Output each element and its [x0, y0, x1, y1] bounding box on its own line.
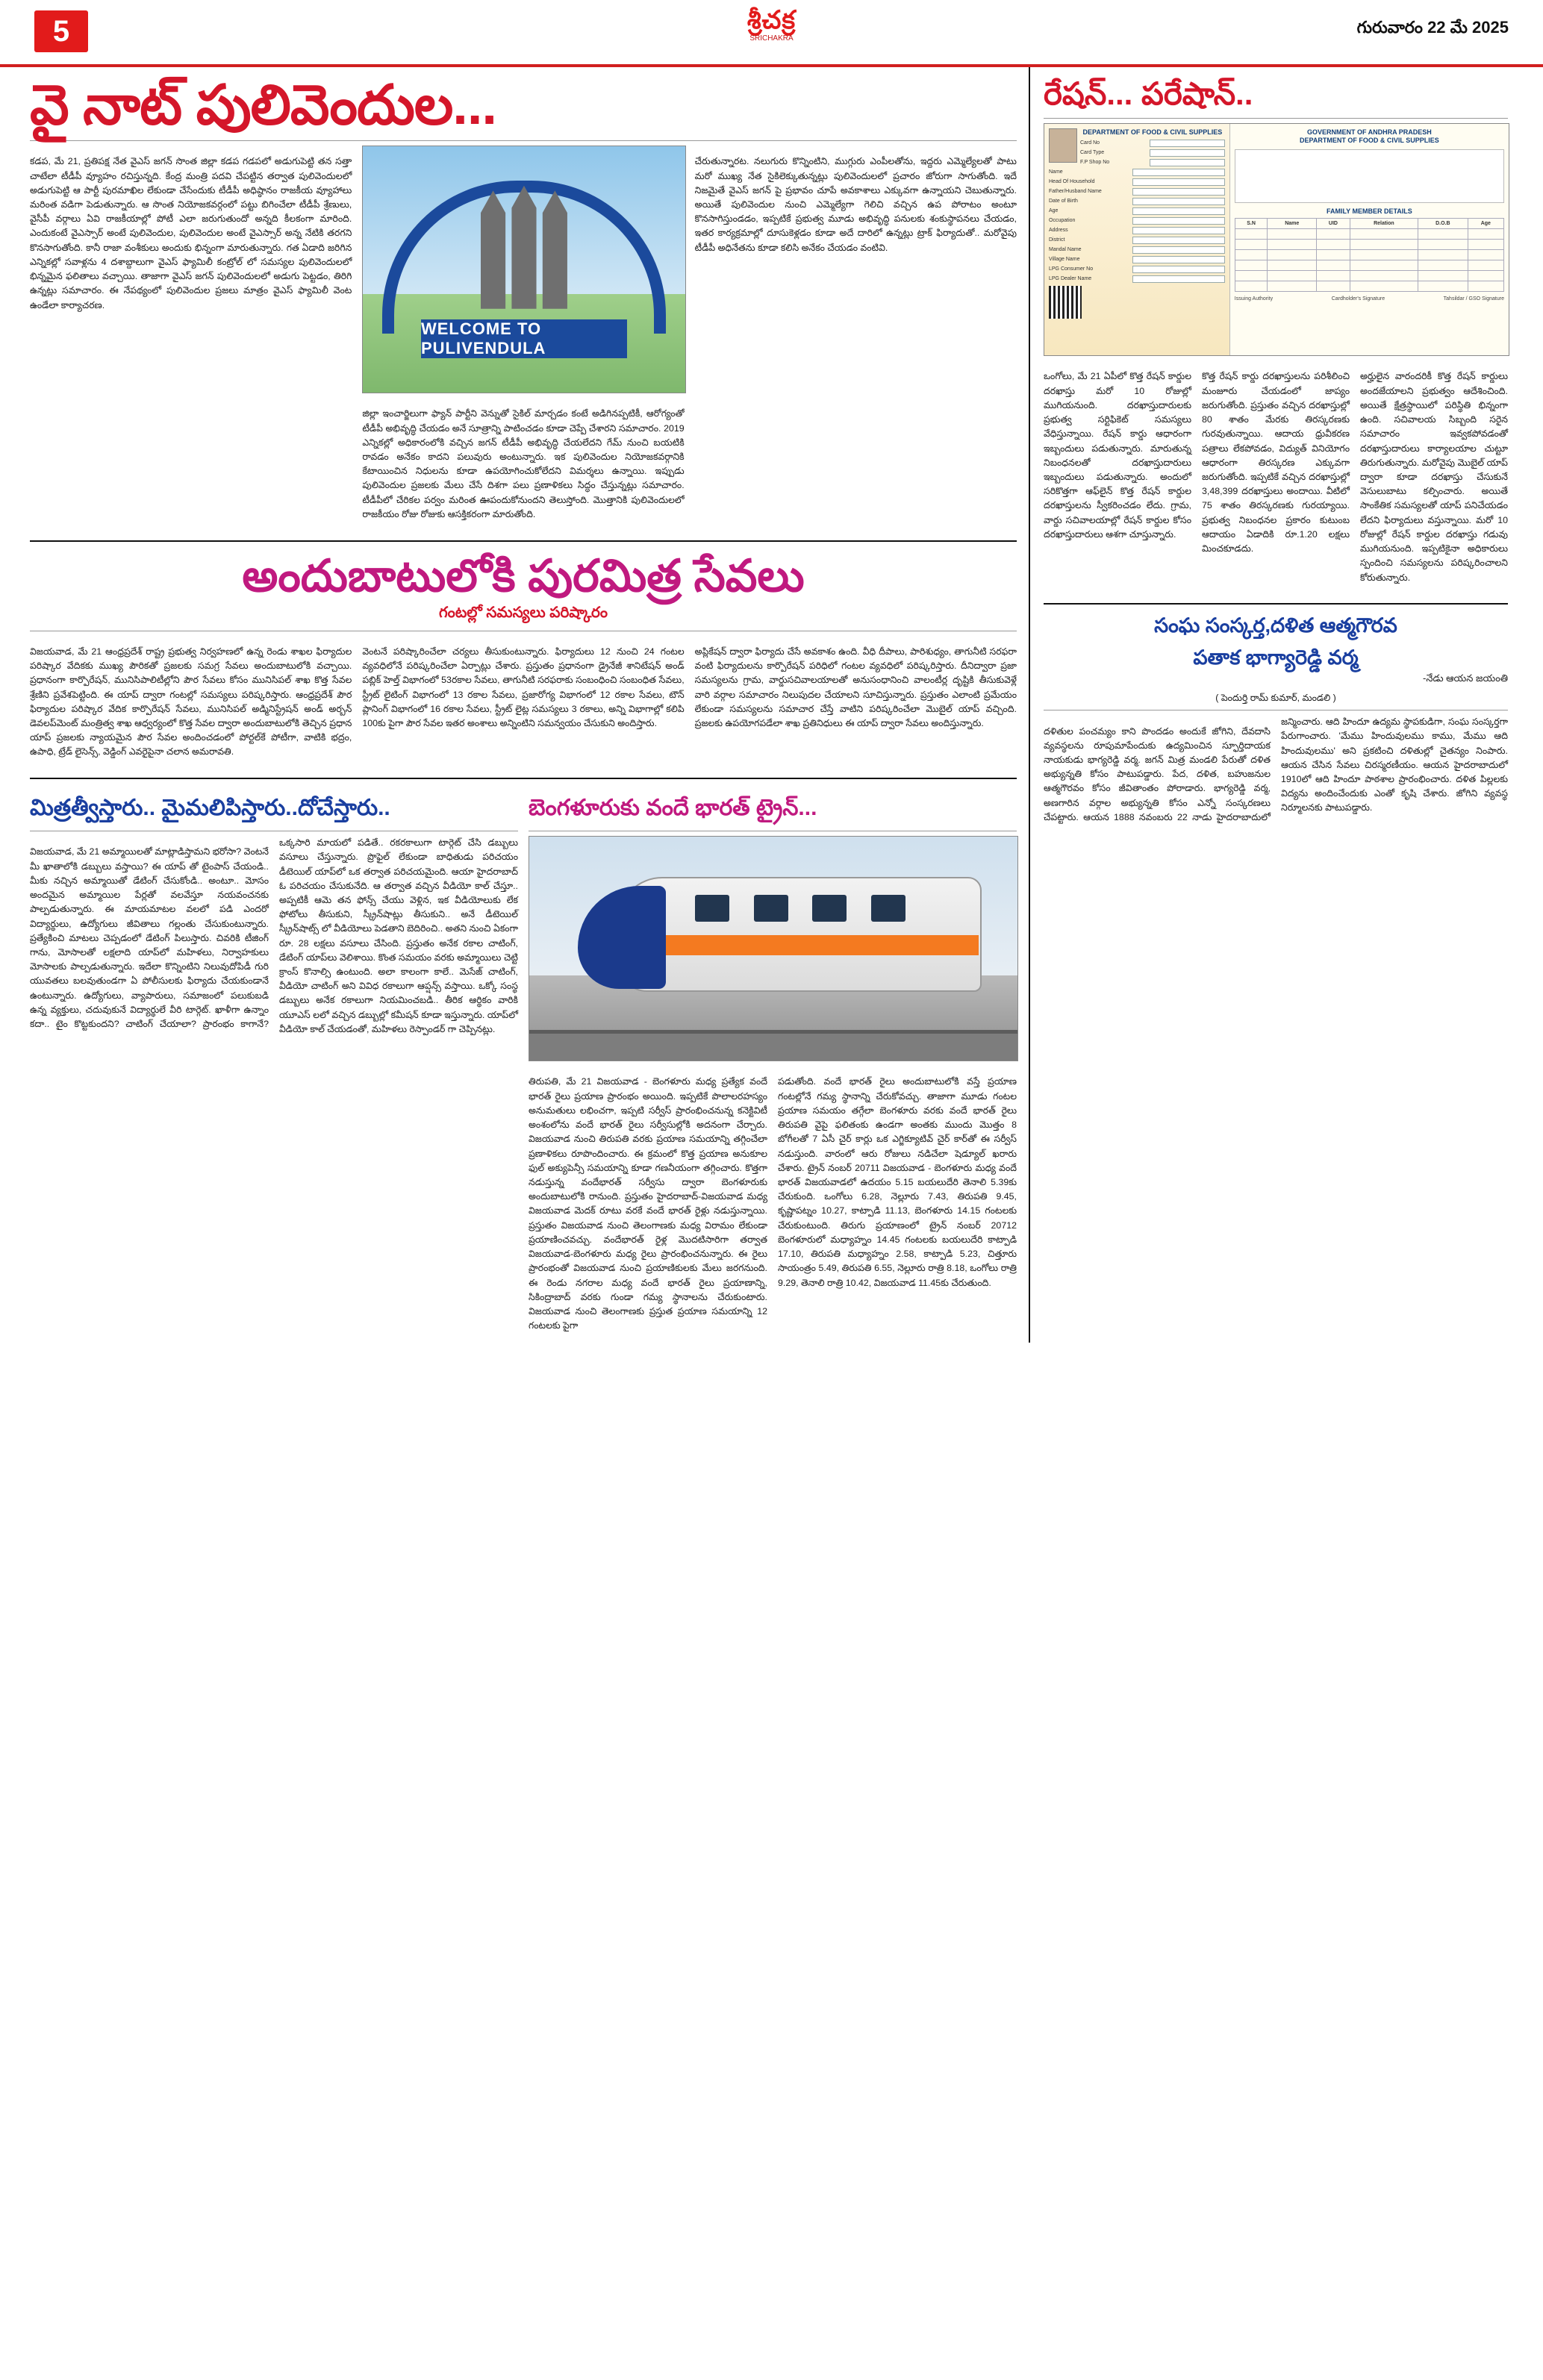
ration-field-box: [1132, 237, 1224, 244]
ration-field-label: Occupation: [1049, 218, 1076, 224]
story2-col-1-text: విజయవాడ, మే 21 ఆంధ్రప్రదేశ్ రాష్ట్ర ప్రభుత్వ నిర్వహణలో ఉన్న రెండు శాఖల ఫిర్యాదుల పరిష్కార వేదికకు ముఖ్య పౌరికతో ప్రజలకు సమగ్ర సేవలు అందుబాటులోకి వచ్చాయి. ప్రధానంగా కార్పొరేషన్, మునిసిపాలిటీల్లోని పౌర సేవలు కోసం మునిసిపల్ శాఖ కొత్త సేవల శ్రేణిని ప్రవేశపెట్టింది. ఈ యాప్ ద్వారా గంటల్లో సమస్యలు పరిష్కరిస్తారు. ఆంధ్రప్రదేశ్ పౌర ఫిర్యాదుల పరిష్కార వేదిక కార్పొరేషన్ సేవలు, మునిసిపల్ అడ్మినిస్ట్రేషన్ అండ్ అర్బన్ డెవలప్‌మెంట్ మంత్రిత్వ శాఖ ఆధ్వర్యంలో కొత్త సేవల ద్వారా అందుబాటులోకి తెచ్చిన ప్రధాన యాప్ ప్రజలకు న్యాయమైన పౌర సేవల అందించడంలో పోర్టల్‌కే పోటీగా, వాటికి భద్రం, ఉపాధి, ట్రేడ్ లైసెన్స్, వెడ్డింగ్ ఎవరైపైనా చలాన అమరావతి.: [30, 646, 352, 758]
varma-headline-line2: పతాక భాగ్యారెడ్డి వర్మ: [1193, 646, 1359, 669]
story3-headline: మిత్రత్వీస్తారు.. మైమలిపిస్తారు..దోచేస్తారు..: [30, 796, 390, 821]
col-uid: UID: [1317, 219, 1350, 229]
publication-logo: [747, 7, 796, 43]
table-header-row: [1235, 219, 1503, 229]
table-row: [1235, 229, 1503, 240]
ration-field-row: [1049, 188, 1225, 196]
ration-field-row: [1080, 159, 1225, 166]
ration-card-right-panel: [1230, 124, 1509, 355]
sign-issuing-authority: Issuing Authority: [1234, 296, 1274, 302]
welcome-sign-text: WELCOME TO PULIVENDULA: [421, 319, 627, 358]
ration-col-1-text: ఒంగోలు, మే 21 ఏపీలో కొత్త రేషన్ కార్డుల దరఖాస్తు మరో 10 రోజుల్లో ముగియనుంది. దరఖాస్తుదారులకు ప్రభుత్వ సర్టిఫికెట్ సమస్యలు వేధిస్తున్నాయి. రేషన్ కార్డు ఆధారంగా ఇబ్బందులు పడుతున్నారు. మారుతున్న నిబంధనలతో దరఖాస్తుదారులు ఇబ్బందులు పడుతున్నారు. అందులో సరికొత్తగా ఆఫ్‌లైన్ కొత్త రేషన్ కార్డుల దరఖాస్తులను స్వీకరించడం లేదు. గ్రామ, వార్డు సచివాలయాల్లో రేషన్ కార్డుల కోసం దరఖాస్తుదారులు ఆశగా చూస్తున్నారు.: [1044, 371, 1191, 540]
platform-shape: [529, 1034, 1017, 1061]
sign-tahsildar: Tahsildar / GSO Signature: [1443, 296, 1504, 302]
ration-card-dept-title: DEPARTMENT OF FOOD & CIVIL SUPPLIES: [1082, 128, 1223, 137]
ration-field-row: [1049, 266, 1225, 273]
page-number: 5: [34, 10, 88, 52]
ration-field-row: [1049, 207, 1225, 215]
ration-field-label: LPG Consumer No: [1049, 266, 1094, 272]
train-window-3: [812, 895, 847, 922]
story4-block: [529, 788, 1017, 1343]
ration-field-box: [1132, 256, 1224, 263]
ration-story-columns: [1044, 356, 1508, 594]
cardholder-photo: [1049, 128, 1077, 163]
col-sn: S.N: [1235, 219, 1268, 229]
table-row: [1235, 260, 1503, 271]
story2-col-2: [362, 636, 684, 769]
ration-field-label: Date of Birth: [1049, 199, 1078, 204]
logo-title: శ్రీచక్ర: [746, 6, 797, 34]
story4-col-1: [529, 1066, 767, 1343]
story2-col-3: [695, 636, 1017, 769]
story2-col-1: [30, 636, 352, 769]
lead-col-1: [30, 146, 352, 531]
sign-cardholder: Cardholder's Signature: [1331, 296, 1385, 302]
ration-field-box: [1132, 266, 1224, 273]
story4-col-1-text: తిరుపతి, మే 21 విజయవాడ - బెంగళూరు మధ్య ప్రత్యేక వందే భారత్ రైలు ప్రయాణ ప్రారంభం అయింది. ఇప్పటికే పొలాలరహస్యం అనుమతులు లభించగా, ఇప్పటి సర్వీస్ ప్రారంభించనున్న కనెక్టివిటీ అంశంలోను వందే భారత్ రైలు సర్వీసుల్లోకి అదనంగా చేర్చారు. విజయవాడ నుంచి తిరుపతి వరకు ప్రయాణ సమయాన్ని తగ్గించేలా ప్రణాళికలు రూపొందించారు. ఈ క్రమంలో కొత్త ప్రయాణ అనుకూల ఫుల్ అక్యుపెన్సీ సమయాన్ని కూడా గణనీయంగా తగ్గించారు. కొత్తగా నడుస్తున్న వందేభారత్ సర్వీసు ద్వారా బెంగళూరుకు అందుబాటులోకి రానుంది. ప్రస్తుతం హైదరాబాద్-విజయవాడ మధ్య విజయవాడ మెదక్ రూటు వరకే వందే భారత్ రైళ్లు నడుస్తున్నాయి. ప్రస్తుతం విజయవాడ నుంచి తెలంగాణకు మధ్య విరామం లేకుండా ప్రయాణించవచ్చు. వందేభారత్ రైళ్ల మొదటిసారిగా తర్వాత విజయవాడ-బెంగళూరు మధ్య రైలు ప్రారంభించనున్నారు. ఈ రైలు ప్రారంభంతో విజయవాడ నుంచి ప్రయాణికులకు మేలు జరగనుంది. ఈ రెండు నగరాల మధ్య వందే భారత్ రైలు ప్రయాణాన్ని, సికింద్రాబాద్ వరకు గుండా గమ్య స్థానాలను చేరుకుంటారు. విజయవాడ నుంచి తెలంగాణకు ప్రస్తుత ప్రయాణ సమయాన్ని 12 గంటలకు పైగా: [529, 1076, 767, 1331]
ration-field-box: [1132, 188, 1224, 196]
ration-field-box: [1132, 198, 1224, 205]
story3-block: [30, 788, 518, 1343]
ration-field-row: [1049, 275, 1225, 283]
story2-subhead: గంటల్లో సమస్యలు పరిష్కారం: [439, 604, 608, 621]
left-zone: [30, 67, 1030, 1343]
ration-field-label: Name: [1049, 169, 1063, 175]
story4-headline: బెంగళూరుకు వందే భారత్ ట్రైన్...: [529, 796, 817, 821]
ration-card-blank-area: [1235, 149, 1504, 203]
ration-col-3-text: అర్హులైన వారందరికీ కొత్త రేషన్ కార్డులు అందజేయాలని ప్రభుత్వం ఆదేశించింది. అయితే క్షేత్రస్థాయిలో పరిస్థితి భిన్నంగా ఉంది. సచివాలయ సిబ్బంది సరైన సమాచారం ఇవ్వకపోవడంతో దరఖాస్తుదారులు కార్యాలయాల చుట్టూ తిరుగుతున్నారు. మరోవైపు మొబైల్ యాప్ ద్వారా కూడా దరఖాస్తు చేసుకునే వెసులుబాటు కల్పించారు. అయితే సాంకేతిక సమస్యలతో యాప్ పనిచేయడం లేదని ఫిర్యాదులు వస్తున్నాయి. మరో 10 రోజుల్లో రేషన్ కార్డుల దరఖాస్తు గడువు ముగియనుంది. ఇప్పటికైనా అధికారులు స్పందించి సమస్యలను పరిష్కరించాలని కోరుతున్నారు.: [1360, 371, 1508, 583]
ration-col-2: [1202, 360, 1350, 594]
ration-field-label: Card No: [1080, 140, 1100, 146]
col-name: Name: [1268, 219, 1317, 229]
train-nose-shape: [578, 886, 666, 989]
train-window-2: [754, 895, 788, 922]
ration-col-2-text: కొత్త రేషన్ కార్డు దరఖాస్తులను పరిశీలించి మంజూరు చేయడంలో జాప్యం జరుగుతోంది. ప్రస్తుతం వచ్చిన దరఖాస్తుల్లో 80 శాతం మేరకు తిరస్కరణకు గురవుతున్నాయి. ఆదాయ ధ్రువీకరణ పత్రాలు లేకపోవడం, విద్యుత్ వినియోగం ఆధారంగా తిరస్కరణ ఎక్కువగా జరుగుతోంది. ఇప్పటికే వచ్చిన దరఖాస్తుల్లో 3,48,399 దరఖాస్తులు అందాయి. వీటిలో 75 శాతం తిరస్కరణకు గురయ్యాయి. ప్రభుత్వ నిబంధనల ప్రకారం కుటుంబ ఆదాయం ఏడాదికి రూ.1.20 లక్షలు మించకూడదు.: [1202, 371, 1350, 555]
col-relation: Relation: [1350, 219, 1418, 229]
ration-field-label: District: [1049, 237, 1065, 243]
ration-field-label: Head Of Household: [1049, 179, 1095, 185]
train-stripe-shape: [617, 935, 979, 955]
ration-field-row: [1049, 256, 1225, 263]
varma-text: దళితుల పంచమ్యం కాని పొందడం అందుకే జోగిని, దేవదాసి వ్యవస్థలను రూపుమాపేందుకు ఉద్యమించిన స్ఫూర్తిదాయక నాయకుడు భాగ్యరెడ్డి వర్మ. జగన్ మిత్ర మండలి పేరుతో దళిత అభ్యున్నతి కోసం పాటుపడ్డారు. పేద, దళిత, బహుజనుల ఆత్మగౌరవం కోసం జీవితాంతం పోరాడారు. భాగ్యరెడ్డి వర్మ, అణగారిన వర్గాల అభ్యున్నతి కోసం ఎన్నో సంస్కరణలు చేపట్టారు. ఆయన 1888 నవంబరు 22 నాడు హైదరాబాదులో జన్మించారు. ఆది హిందూ ఉద్యమ స్థాపకుడిగా, సంఘ సంస్కర్తగా పేరుగాంచారు. 'మేము హిందువులము కాము, మేము ఆది హిందువులము' అని ప్రకటించి దళితుల్లో చైతన్యం నింపారు. ఆయన చేసిన సేవలు చిరస్మరణీయం. ఆయన హైదరాబాదులో 1910లో ఆది హిందూ పాఠశాల ప్రారంభించారు. దళిత పిల్లలకు విద్యను అందించేందుకు ఎంతో కృషి చేశారు. జోగిని వ్యవస్థ నిర్మూలనకు పాటుపడ్డారు.: [1044, 716, 1508, 822]
page-content: [0, 67, 1543, 1343]
masthead: [0, 0, 1543, 67]
col-dob: D.O.B: [1418, 219, 1468, 229]
ration-headline: రేషన్... పరేషాన్..: [1044, 76, 1253, 111]
table-row: [1235, 240, 1503, 250]
train-window-4: [871, 895, 905, 922]
col-age: Age: [1468, 219, 1503, 229]
ration-field-row: [1049, 246, 1225, 254]
lead-headline: వై నాట్ పులివెందుల...: [30, 74, 496, 136]
train-window-1: [695, 895, 729, 922]
lead-col-3-text: జిల్లా ఇంచార్జిలుగా ఫ్యాన్ పార్టీని వెన్నుతో సైకిల్ మార్చడం కంటే అడిగినప్పటికీ, ఆరోగ్యంతో టీడీపీ అభివృద్ధి చేయడం అనే సూత్రాన్ని పాటించడం కూడా చెప్పే చేశారని సమాచారం. 2019 ఎన్నికల్లో అధికారంలోకి వచ్చిన జగన్ టీడీపీ అభివృద్ధి చేయలేదని గేమ్ నుంచి బయటికి రావడం అనేకం కాదని పలువురు అంటున్నారు. ఇక పులివెందుల నియోజకవర్గానికి కేటాయించిన నిధులను కూడా ఉపయోగించుకోలేదని విమర్శలు ఉన్నాయి. ఇప్పుడు పులివెందుల ప్రజలకు మేలు చేసే దిశగా పలు ప్రణాళికలు సిద్ధం చేస్తున్నట్లు సమాచారం. టీడీపీలో చేరికల పర్వం మరింత ఊపందుకోనుందని తెలుస్తోంది. మొత్తానికి పులివెందులలో రాజకీయం రోజు రోజుకు ఆసక్తికరంగా మారుతోంది.: [362, 408, 685, 519]
table-row: [1235, 250, 1503, 260]
ration-field-box: [1132, 275, 1224, 283]
ration-card-dept-title-2: DEPARTMENT OF FOOD & CIVIL SUPPLIES: [1300, 136, 1439, 144]
ration-field-row: [1080, 140, 1225, 147]
lead-col-2-text: చేరుతున్నారట. నలుగురు కొన్నింటిని, ముగ్గురు ఎంపీలతోను, ఇద్దరు ఎమ్మెల్యేలతో పాటు మరో ముఖ్య నేత సైకిలెక్కుతున్నట్లు పులివెందులలో ప్రచారం జోరుగా సాగుతోంది. ఇదే నిజమైతే వైఎస్ జగన్ పై ప్రభావం చూపే అవకాశాలు ఎక్కువగా ఉన్నాయని చెబుతున్నారు. అయితే పులివెందుల నుంచి ఎమ్మెల్యేగా గెలిచి వచ్చిన ఉప పోరాటం అంటూ కొనసాగిస్తుండడం, ఇప్పటికే ప్రభుత్వ మూడు అభివృద్ధి పనులకు శంకుస్థాపనలు చేయడం, ఇతర కార్యక్రమాల్లో దూసుకెళ్లడం కూడా అదే దారిలో ఉన్నట్లు ట్రాక్ ఫిర్యాదుతో.. మరోవైపు టీడీపీ అధినేతను కూడా కలిసి అనేకం చేయడం వంటివి.: [694, 156, 1017, 253]
ration-field-box: [1132, 246, 1224, 254]
varma-headline-line1: సంఘ సంస్కర్త,దళిత ఆత్మగౌరవ: [1154, 614, 1397, 637]
varma-subnote: ( పెందుర్తి రామ్ కుమార్, మండలి ): [1215, 692, 1336, 703]
story2-col-3-text: అప్లికేషన్ ద్వారా ఫిర్యాదు చేసే అవకాశం ఉంది. వీధి దీపాలు, పారిశుధ్యం, తాగునీటి సరఫరా వంటి ఫిర్యాదులను కార్పొరేషన్ పరిధిలో గంటల వ్యవధిలో పరిష్కరిస్తారు. దీనిద్వారా ప్రజా సమస్యలను గ్రామ, వార్డుసచివాలయాలతో అనుసంధానించి వాలంటీర్ల దృష్టికి తీసుకువెళ్లే వారి వర్గాల సమాచారం నిలుపుదల చేయాలని సూచిస్తున్నారు. ప్రస్తుతం ఎలాంటి ప్రమేయం లేకుండా సమస్యలను సమాచార చేస్తే వాటిని పరిష్కరించేలా మొబైల్ యాప్ వచ్చింది. ప్రజలకు ఉపయోగపడేలా శాఖ ప్రతినిధులు ఈ యాప్ ద్వారా సేవలు అందిస్తున్నారు.: [694, 646, 1017, 729]
ration-card-left-panel: [1044, 124, 1230, 355]
ration-field-box: [1150, 140, 1225, 147]
ration-field-label: Address: [1049, 228, 1068, 234]
ration-field-label: Father/Husband Name: [1049, 189, 1102, 195]
lower-stories: [30, 788, 1017, 1343]
ration-field-label: Mandal Name: [1049, 247, 1082, 253]
family-table-title: FAMILY MEMBER DETAILS: [1326, 207, 1412, 215]
ration-field-row: [1049, 237, 1225, 244]
rail-shape: [529, 1030, 1017, 1034]
story4-col-2: [778, 1066, 1017, 1343]
dateline: గురువారం 22 మే 2025: [1356, 18, 1509, 37]
table-row: [1235, 281, 1503, 292]
ration-field-box: [1132, 227, 1224, 234]
vande-bharat-train-photo: [529, 836, 1018, 1061]
table-row: [1235, 271, 1503, 281]
ration-col-3: [1360, 360, 1508, 594]
ration-field-label: Age: [1049, 208, 1059, 214]
ration-field-label: LPG Dealer Name: [1049, 276, 1092, 282]
ration-field-row: [1049, 217, 1225, 225]
story2-columns: [30, 636, 1017, 769]
story3-text: విజయవాడ, మే 21 అమ్మాయిలతో మాట్లాడిస్తామని భరోసా? వెంటనే మీ ఖాతాలోకి డబ్బులు వస్తాయి? ఈ యాప్ తో టైంపాస్ చేయండి.. మీకు నచ్చిన అమ్మాయితో డేటింగ్ చేసుకోండి.. అంటూ.. మోసం అందమైన అమ్మాయిల పేర్లతో వలవేస్తూ నయవంచనకు పాల్పడుతున్నారు. ఈ మాయమాటల వలలో పడి ఎందరో విద్యార్థులు, ఉద్యోగులు జీవితాలు గల్లంతు చేసుకుంటున్నారు. ప్రత్యేకించి మాటలు చెప్పడంలో డేటింగ్ పిలుస్తారు. చివరికి టీజింగ్ గాను, మోసాలతో లక్షలాది యాప్‌లో మహిళలు, నిర్వాహకులు మోసాలకు పాల్పడుతున్నారు. ఇదేలా కొన్నింటిని నిలువుదోపిడీ గురి యువతలు బలవుతుండగా ఏ పోలీసులకు ఫిర్యాదు చేయకుండానే ఉంటున్నారు. ఉద్యోగులు, వ్యాపారులు, సమాజంలో పలుకుబడి ఉన్న వ్యక్తులు, చదువుకునే విద్యార్థులే వీరి టార్గెట్. ఖాళీగా ఉన్నాం కదా.. టైం కొట్టకుందని? చాటింగ్ చేయాలా? ప్రారంభం కాగానే? ఒక్కసారి మాయలో పడితే.. రకరకాలుగా టార్గెట్ చేసి డబ్బులు వసూలు చేస్తున్నారు. ప్రొఫైల్ లేకుండా బాధితుడు పరిచయం డీటెయిల్ యాప్‌లో ఒక తర్వాత పరిచయమైంది. ఆయా హైదరాబాద్ ఓ పరిచయం చేసుకునేది. ఆ తర్వాత వచ్చిన వీడియో కాల్ చేస్తూ.. అప్పటికీ ఆమె తన ఫోన్స్ చేయు వెళ్లిన, ఇక వీడియోలుకు లేక ఫోటోలు తీసుకుని, స్క్రీన్‌షాట్లు తీసుకుని.. అనే డీటెయిల్ స్క్రీన్‌షాట్స్ లో వీడియోలు పెడతాని బెదిరించి.. అతని నుంచి ఏకంగా రూ. 28 లక్షలు వసూలు చేసింది. ప్రస్తుతం అనేక రకాల చాటింగ్, డేటింగ్ యాప్‌లు వెలిశాయి. కొంత సమయం వరకు అమ్మాయిలు చెట్టి క్రాంస్ కొనాల్సి ఉంటుంది. అలా కాలంగా కాలే.. మెసేజ్ చాటింగ్, వీడియో చాటింగ్ అని వివిధ రకాలుగా ఆప్షన్స్ వస్తాయి. ఒక్కో సంస్థ డబ్బులు అనేక రకాలుగా నియమించబడి.. తీరిక ఆర్థికం వారికి యూఎస్ లలో వచ్చిన డబ్బుల్లో కమీషన్ కూడా ఇస్తున్నారు. యాప్‌లో వీడియో కాల్ చేయడంతో, మహిళలు రెస్పాండర్ గా చెప్పినట్లు.: [30, 837, 518, 1034]
ration-field-row: [1080, 149, 1225, 157]
varma-byline: -నేడు ఆయన జయంతి: [1423, 672, 1508, 684]
ration-field-box: [1132, 178, 1224, 186]
main-zone: [30, 67, 1513, 1343]
ration-field-label: F.P Shop No: [1080, 160, 1110, 166]
ration-field-box: [1150, 159, 1225, 166]
logo-subtitle: SRICHAKRA: [749, 34, 794, 43]
family-member-table: [1235, 218, 1504, 292]
ration-field-label: Village Name: [1049, 257, 1080, 263]
lead-col-2: [362, 146, 684, 531]
train-body-shape: [617, 877, 982, 992]
lead-col-1-text: కడప, మే 21, ప్రతిపక్ష నేత వైఎస్ జగన్ సొంత జిల్లా కడప గడపలో అడుగుపెట్టి తన సత్తా చాటేలా టీడీపీ వ్యూహం రచిస్తున్నది. కేంద్ర మంత్రి పదవి చేపట్టిన తర్వాత పులివెందులలో అడుగుపెట్టి ఆ పార్టీ పురమాఖిల లేకుండా చేసేందుకు టీడీపీ అధిష్ఠానం రాజకీయ వ్యూహాలు మరింత వడిగా పెడుతున్నారు. ఆ సొంత నియోజకవర్గంలో పట్టు బిగించేలా టీడీపీ శ్రేణులు, వైసీపీ వర్గాలు ఏవి రాజకీయాల్లో పోటీ ఎలా జరుగుతుందో అన్నది కీలకంగా మారింది. ఎందుకంటే వైఎస్సార్ అంటే పులివెందుల, పులివెందుల అంటే వైఎస్సార్ అన్న నేటికి తరగని కొనసాగుతోంది. కానీ రాజా వంశీకులు అందుకు భిన్నంగా మారుతున్నారు. గత ఏడాది జరిగిన ఎన్నికల్లో సవాళ్లను 4 దశాబ్దాలుగా వైఎస్ ఫ్యామిలీ కంట్రోల్ లో సమస్యల పులివెందులలో భిన్నమైన ఫలితాలు వచ్చాయి. తాజాగా వైఎస్ జగన్ పులివెందులలో అడుగు పెట్టడం, తిరిగి ఉన్నట్లు సమాచారం. ఈ నేపథ్యంలో పులివెందుల ప్రజలు మాత్రం వైఎస్ ఫ్యామిలీ వెంట ఉండేలా కార్యాచరణ.: [30, 156, 352, 310]
lead-col-3: [695, 146, 1017, 531]
ration-field-row: [1049, 227, 1225, 234]
lead-story-columns: [30, 146, 1017, 531]
ration-col-1: [1044, 360, 1191, 594]
ration-field-box: [1132, 217, 1224, 225]
ration-field-box: [1132, 169, 1224, 176]
story2-headline: అందుబాటులోకి పురమిత్ర సేవలు: [242, 550, 805, 601]
statues-shape: [473, 186, 576, 309]
ration-field-row: [1049, 178, 1225, 186]
ration-field-row: [1049, 169, 1225, 176]
ration-field-box: [1150, 149, 1225, 157]
ration-card-gov-title: GOVERNMENT OF ANDHRA PRADESH: [1306, 128, 1432, 137]
qr-code: [1049, 286, 1082, 319]
ration-field-row: [1049, 198, 1225, 205]
pulivendula-arch-photo: [362, 146, 685, 393]
ration-field-label: Card Type: [1080, 150, 1105, 156]
story2-col-2-text: వెంటనే పరిష్కారించేలా చర్యలు తీసుకుంటున్నారు. ఫిర్యాదులు 12 నుంచి 24 గంటల వ్యవధిలోనే పరిష్కరించేలా ఏర్పాట్లు చేశారు. ప్రస్తుతం ప్రధానంగా డ్రైనేజీ శానిటేషన్ అండ్ పబ్లిక్ హెల్త్ విభాగంలో 53రకాల సేవలు, తాగునీటి సరఫరాకు సంబంధించి సంబంధిత సేవలు, స్ట్రీట్ లైటింగ్ విభాగంలో 13 రకాల సేవలు, ప్రజారోగ్య విభాగంలో 12 రకాల సేవలు, టౌన్ ప్లానింగ్ విభాగంలో 16 రకాల సేవలు, స్ట్రీట్ లైట్ల సమస్యలు 3 రకాలు, అన్ని విభాగాల్లో కలిపి 100కు పైగా పౌర సేవల ఇతర అంశాలు అన్నింటిని సమన్వయం చేసుకుని అందిస్తారు.: [362, 646, 685, 729]
ration-card-photo: [1044, 123, 1509, 356]
story4-col-2-text: పడుతోంది. వందే భారత్ రైలు అందుబాటులోకి వస్తే ప్రయాణ గంటల్లోనే గమ్య స్థానాన్ని చేరుకోవచ్చు. తాజాగా మూడు గంటల ప్రయాణ సమయం తగ్గేలా బెంగళూరు వరకు వందే భారత్ రైలు తిరుపతి వైపై ఫలితంకు ఉండగా అంతకు ముందు మొత్తం 8 బోగీలతో 7 ఏసీ చైర్ కార్లు ఒక ఎగ్జిక్యూటివ్ చైర్ కార్‌తో ఈ సర్వీస్ నడుస్తుంది. వారంలో ఆరు రోజులు నడిచేలా షెడ్యూల్ ఖరారు చేశారు. ట్రైన్ నంబర్ 20711 విజయవాడ - బెంగళూరు మధ్య వందే భారత్ విజయవాడలో ఉదయం 5.15 బయలుదేరి తెనాలి 5.39కు చేరుకుంది. ఒంగోలు 6.28, నెల్లూరు 7.43, తిరుపతి 9.45, కృష్ణాపట్నం 10.27, కాట్పాడి 11.13, బెంగళూరు 14.15 గంటలకు చేరుకుంటుంది. తిరుగు ప్రయాణంలో ట్రైన్ నంబర్ 20712 బెంగళూరులో మధ్యాహ్నం 14.45 గంటలకు బయలుదేరి కాట్పాడి 17.10, తిరుపతి మధ్యాహ్నం 2.58, కాట్పాడి 5.23, చిత్తూరు సాయంత్రం 5.49, తిరుపతి 6.55, నెల్లూరు రాత్రి 8.18, ఒంగోలు రాత్రి 9.29, తెనాలి రాత్రి 10.42, విజయవాడ 11.45కు చేరుతుంది.: [778, 1076, 1017, 1288]
ration-field-box: [1132, 207, 1224, 215]
right-zone: [1030, 67, 1508, 1343]
